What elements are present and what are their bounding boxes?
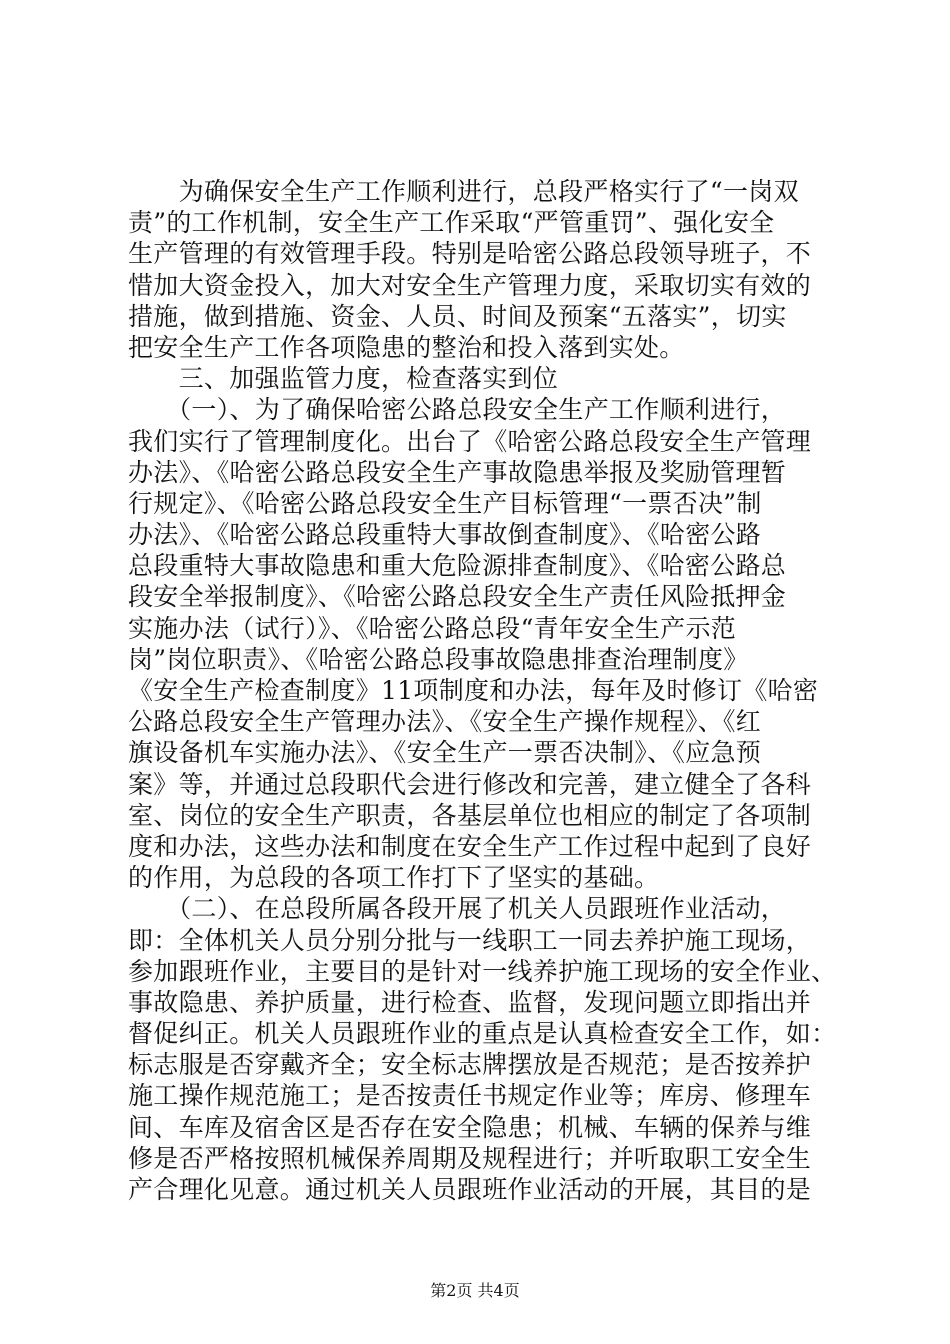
text-line: 段安全举报制度》、《哈密公路总段安全生产责任风险抵押金 xyxy=(128,582,787,612)
text-line: 为确保安全生产工作顺利进行，总段严格实行了“一岗双 xyxy=(128,177,799,206)
document-body xyxy=(128,176,837,1205)
text-line: 间、车库及宿舍区是否存在安全隐患；机械、车辆的保养与维 xyxy=(128,1112,812,1142)
page-footer: 第2页 共4页 xyxy=(430,1281,520,1300)
text-line: 岗”岗位职责》、《哈密公路总段事故隐患排查治理制度》 xyxy=(128,644,749,674)
text-line: 措施，做到措施、资金、人员、时间及预案“五落实”，切实 xyxy=(128,301,787,331)
text-line: 施工操作规范施工；是否按责任书规定作业等；库房、修理车 xyxy=(128,1081,812,1111)
text-line: 办法》、《哈密公路总段重特大事故倒查制度》、《哈密公路 xyxy=(128,520,762,550)
text-line: 三、加强监管力度，检查落实到位 xyxy=(128,364,559,394)
text-line: 办法》、《哈密公路总段安全生产事故隐患举报及奖励管理暂 xyxy=(128,457,787,487)
text-line: 《安全生产检查制度》11项制度和办法，每年及时修订《哈密 xyxy=(128,676,819,705)
text-line: 我们实行了管理制度化。出台了《哈密公路总段安全生产管理 xyxy=(128,426,812,456)
text-line: 室、岗位的安全生产职责，各基层单位也相应的制定了各项制 xyxy=(128,800,812,830)
text-line: 公路总段安全生产管理办法》、《安全生产操作规程》、《红 xyxy=(128,707,762,737)
text-line: 旗设备机车实施办法》、《安全生产一票否决制》、《应急预 xyxy=(128,738,762,768)
text-line: 督促纠正。机关人员跟班作业的重点是认真检查安全工作，如： xyxy=(128,1019,837,1049)
text-line: 即：全体机关人员分别分批与一线职工一同去养护施工现场， xyxy=(128,925,812,955)
text-line: 事故隐患、养护质量，进行检查、监督，发现问题立即指出并 xyxy=(128,987,812,1017)
text-line: 产合理化见意。通过机关人员跟班作业活动的开展，其目的是 xyxy=(128,1175,812,1204)
text-line: 总段重特大事故隐患和重大危险源排查制度》、《哈密公路总 xyxy=(128,551,787,581)
text-line: 度和办法，这些办法和制度在安全生产工作过程中起到了良好 xyxy=(128,831,812,861)
text-line: 惜加大资金投入，加大对安全生产管理力度，采取切实有效的 xyxy=(128,270,812,300)
text-line: 责”的工作机制，安全生产工作采取“严管重罚”、强化安全 xyxy=(128,208,775,238)
text-line: 参加跟班作业，主要目的是针对一线养护施工现场的安全作业、 xyxy=(128,956,837,986)
text-line: 案》等，并通过总段职代会进行修改和完善，建立健全了各科 xyxy=(128,769,812,799)
text-line: 实施办法（试行）》、《哈密公路总段“青年安全生产示范 xyxy=(128,613,737,643)
text-line: 修是否严格按照机械保养周期及规程进行；并听取职工安全生 xyxy=(128,1143,812,1173)
text-line: 标志服是否穿戴齐全；安全标志牌摆放是否规范；是否按养护 xyxy=(128,1050,812,1080)
text-line: 把安全生产工作各项隐患的整治和投入落到实处。 xyxy=(128,332,685,362)
text-line: 的作用，为总段的各项工作打下了坚实的基础。 xyxy=(128,863,660,893)
text-line: 行规定》、《哈密公路总段安全生产目标管理“一票否决”制 xyxy=(128,488,762,518)
text-line: 生产管理的有效管理手段。特别是哈密公路总段领导班子，不 xyxy=(128,239,812,269)
text-line: （一）、为了确保哈密公路总段安全生产工作顺利进行， xyxy=(128,395,787,425)
text-line: （二）、在总段所属各段开展了机关人员跟班作业活动， xyxy=(128,894,787,924)
